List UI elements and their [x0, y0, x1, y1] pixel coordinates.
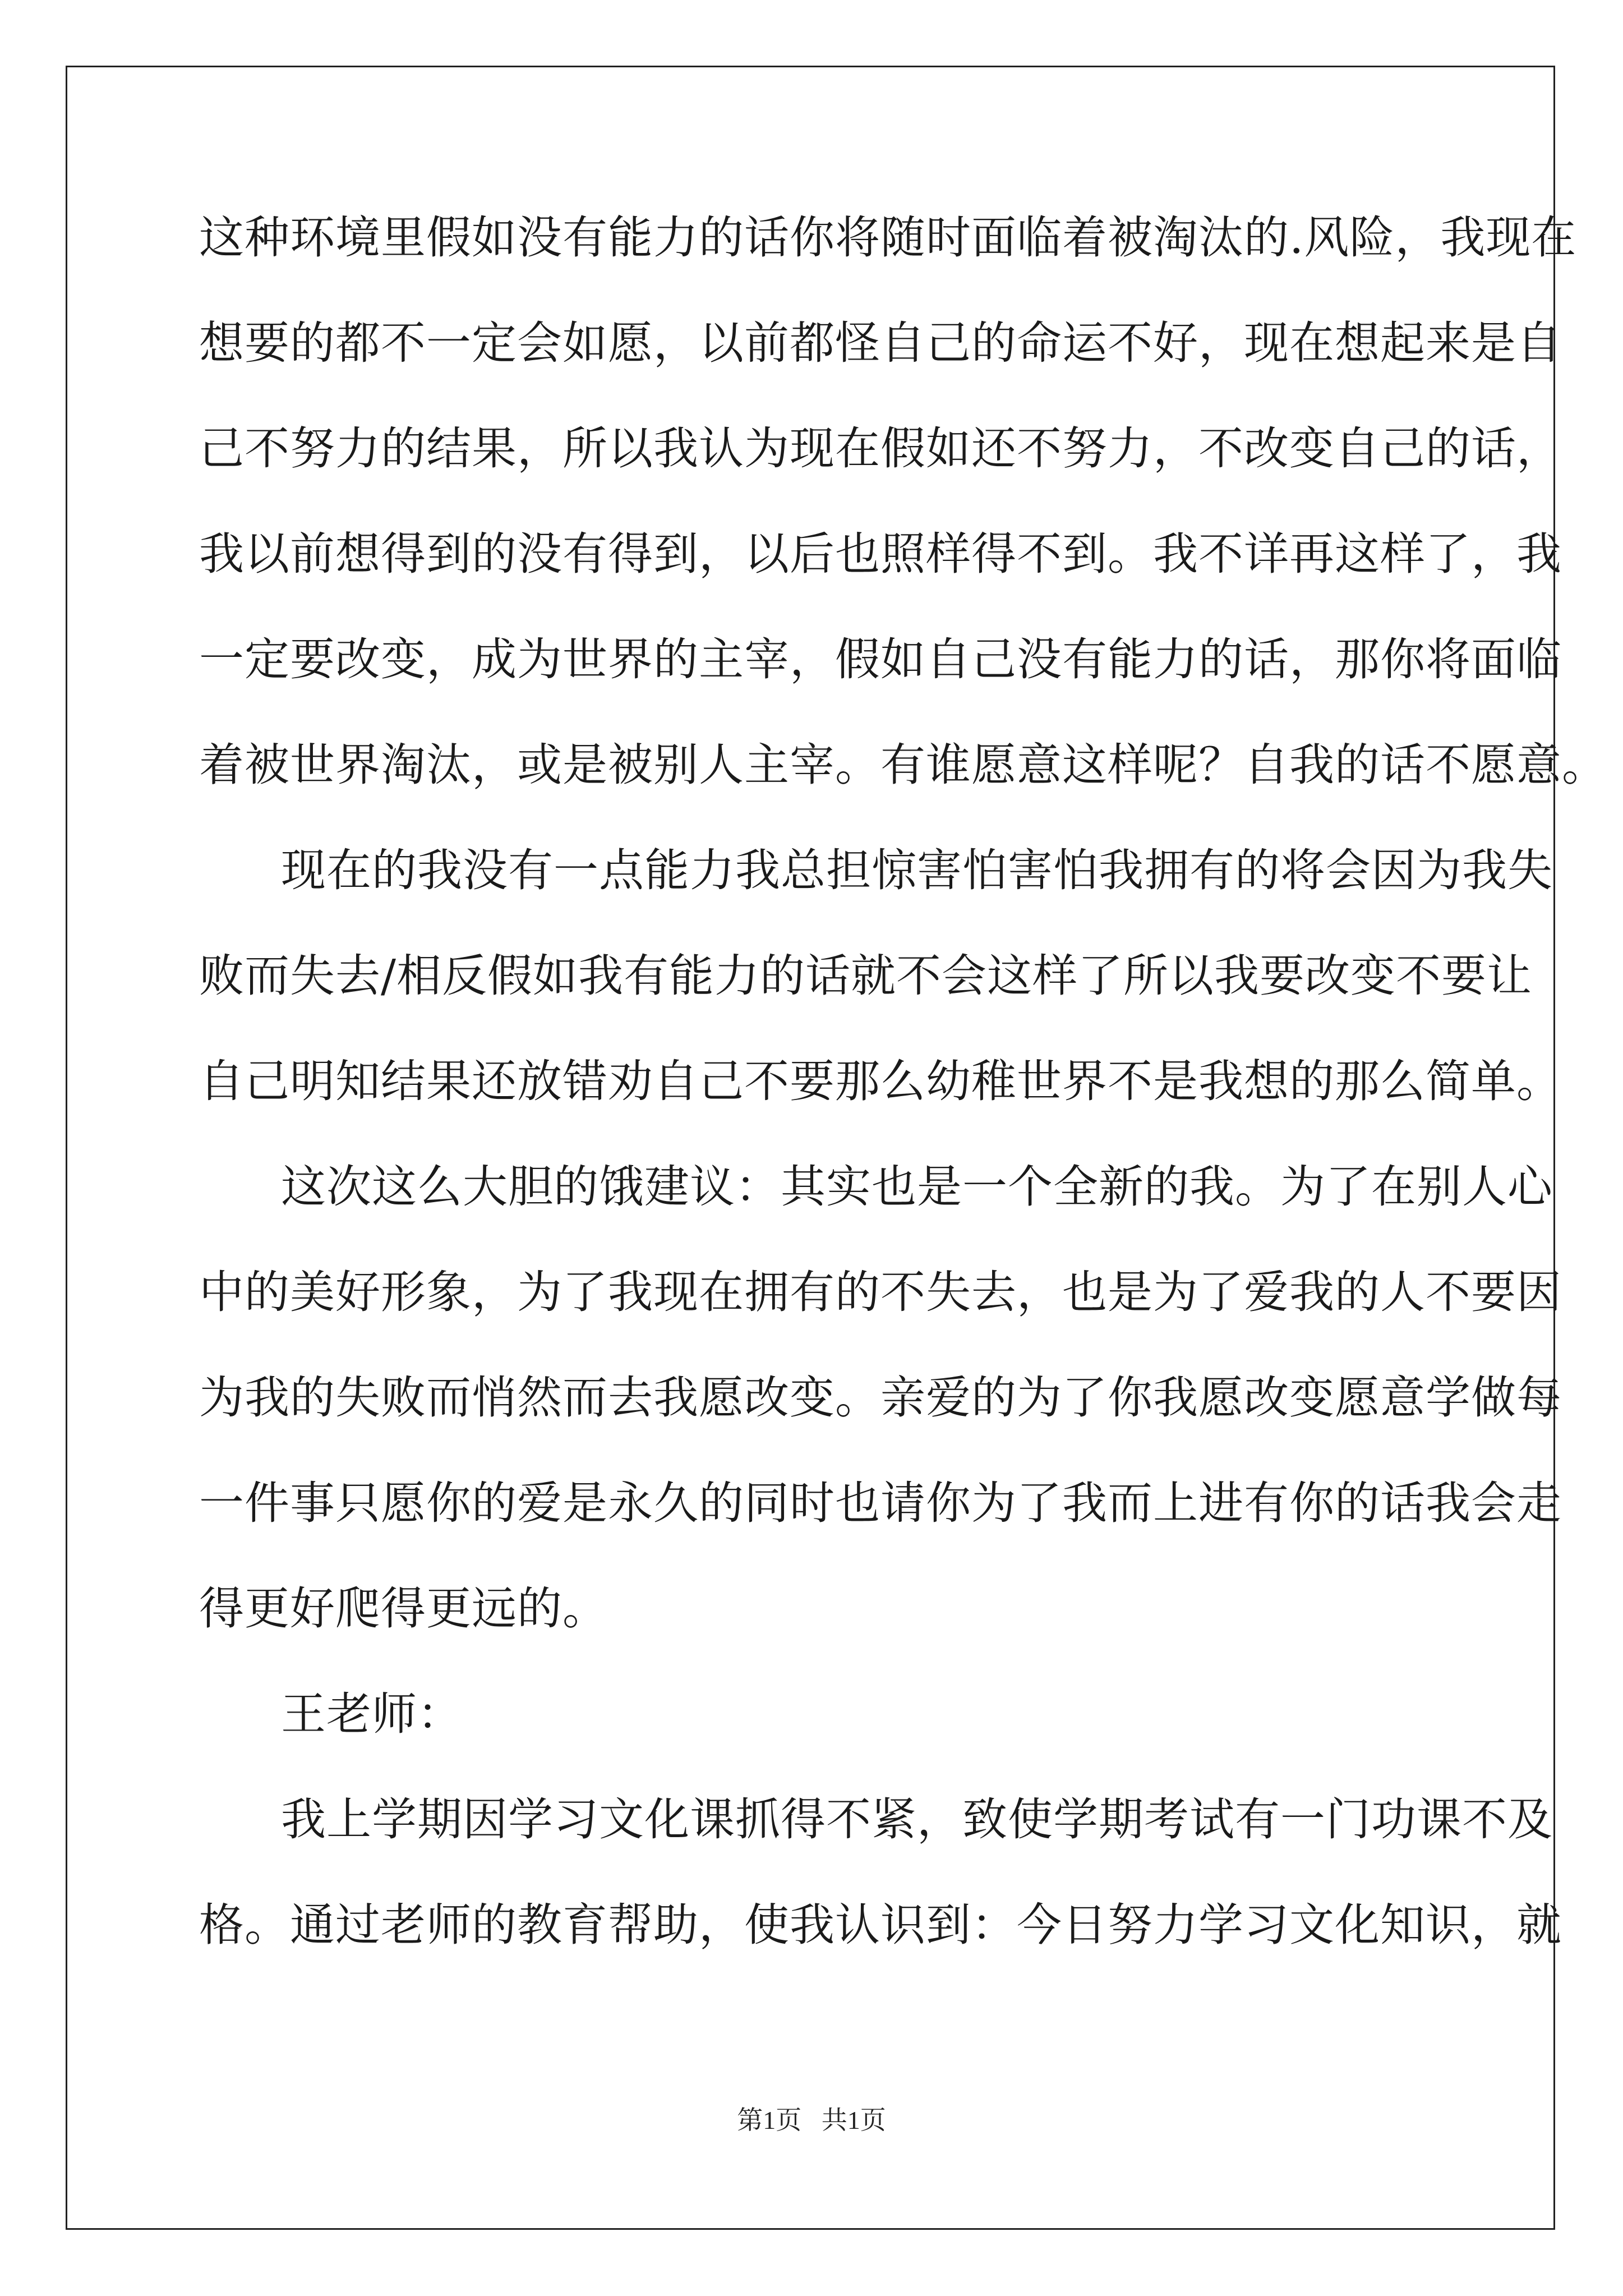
page-number: 第1页 [737, 2106, 802, 2134]
salutation-line: 王老师： [281, 1688, 463, 1740]
text-line: 这种环境里假如没有能力的话你将随时面临着被淘汰的.风险，我现在 [199, 211, 1577, 264]
text-line: 己不努力的结果，所以我认为现在假如还不努力，不改变自己的话， [199, 422, 1562, 475]
text-line: 自己明知结果还放错劝自己不要那么幼稚世界不是我想的那么简单。 [199, 1055, 1562, 1107]
text-line: 一定要改变，成为世界的主宰，假如自己没有能力的话，那你将面临 [199, 633, 1562, 685]
document-body [199, 205, 1607, 1998]
text-line: 中的美好形象，为了我现在拥有的不失去，也是为了爱我的人不要因 [199, 1266, 1562, 1318]
text-line: 为我的失败而悄然而去我愿改变。亲爱的为了你我愿改变愿意学做每 [199, 1372, 1562, 1424]
text-line: 得更好爬得更远的。 [199, 1582, 608, 1635]
paragraph-start-line: 这次这么大胆的饿建议：其实也是一个全新的我。为了在别人心 [281, 1161, 1553, 1213]
paragraph-start-line: 我上学期因学习文化课抓得不紧，致使学期考试有一门功课不及 [281, 1793, 1553, 1846]
text-line: 想要的都不一定会如愿，以前都怪自己的命运不好，现在想起来是自 [199, 317, 1562, 369]
page-footer [0, 2104, 1623, 2137]
text-line: 一件事只愿你的爱是永久的同时也请你为了我而上进有你的话我会走 [199, 1477, 1562, 1529]
text-line: 败而失去/相反假如我有能力的话就不会这样了所以我要改变不要让 [199, 950, 1532, 1002]
paragraph-start-line: 现在的我没有一点能力我总担惊害怕害怕我拥有的将会因为我失 [281, 844, 1553, 896]
text-line: 我以前想得到的没有得到，以后也照样得不到。我不详再这样了，我 [199, 528, 1562, 580]
text-line: 着被世界淘汰，或是被别人主宰。有谁愿意这样呢？自我的话不愿意。 [199, 739, 1607, 791]
text-line: 格。通过老师的教育帮助，使我认识到：今日努力学习文化知识，就 [199, 1899, 1562, 1951]
page-total: 共1页 [821, 2106, 886, 2134]
